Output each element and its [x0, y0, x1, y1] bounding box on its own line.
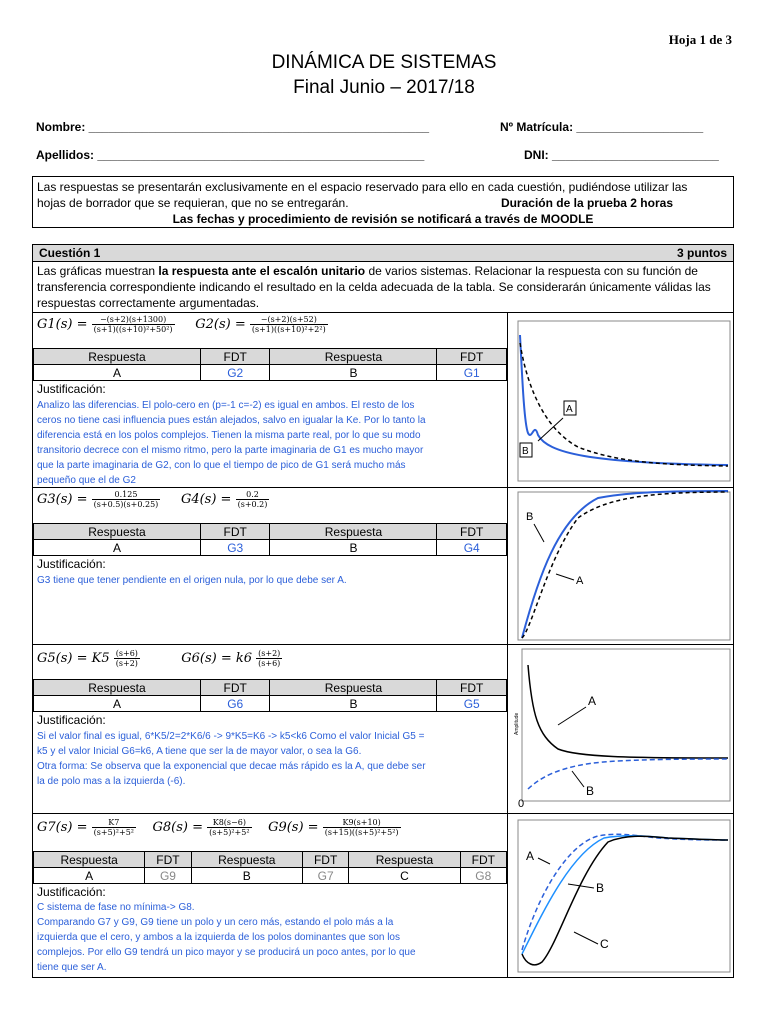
cell-respuesta: B — [191, 868, 302, 884]
cell-fdt[interactable]: G4 — [437, 540, 507, 556]
header-fdt: FDT — [200, 524, 270, 540]
g8-fraction — [207, 818, 251, 837]
block-g3-g4 — [32, 487, 734, 645]
plot-frame — [518, 492, 730, 640]
g5-lhs: G5(s) = K5 — [37, 651, 110, 666]
g1-num: −(s+2)(s+1300) — [92, 315, 175, 325]
g3-lhs: G3(s) = — [37, 492, 88, 507]
document-subtitle: Final Junio – 2017/18 — [293, 77, 475, 98]
question-header — [32, 244, 734, 262]
plot-label-b: B — [586, 784, 595, 798]
g9-num: K9(s+10) — [323, 818, 401, 828]
cell-respuesta: B — [270, 365, 437, 381]
plot-label-b: B — [526, 511, 534, 523]
cell-respuesta: A — [34, 868, 145, 884]
g2-den: (s+1)((s+10)²+2²) — [251, 325, 326, 334]
justification-text-2[interactable] — [37, 573, 501, 588]
axis-origin-label: 0 — [518, 798, 525, 810]
arrow-b — [534, 524, 544, 542]
g4-num: 0.2 — [236, 490, 270, 500]
plot-label-b: B — [596, 881, 605, 895]
g6-fraction — [256, 649, 282, 668]
formula-g3-g4 — [37, 490, 269, 509]
g3-den: (s+0.5)(s+0.25) — [93, 500, 159, 509]
g6-num: (s+2) — [258, 649, 281, 658]
curve-a — [528, 665, 728, 758]
answer-table-2 — [33, 523, 507, 556]
just-line: pequeño que el de G2 — [37, 475, 136, 486]
plot-label-c: C — [600, 937, 609, 951]
cell-fdt[interactable]: G6 — [200, 696, 270, 712]
g1-fraction — [92, 315, 175, 334]
plot-panel-1 — [507, 313, 735, 487]
just-line: C sistema de fase no mínima-> G8. — [37, 902, 195, 913]
plot-label-a: A — [588, 694, 597, 708]
header-fdt: FDT — [145, 852, 191, 868]
g8-num: K8(s−6) — [207, 818, 251, 828]
curve-a — [520, 343, 728, 466]
just-line: tiene que ser A. — [37, 962, 107, 973]
block-g1-g2 — [32, 312, 734, 488]
instructions-line-2-wrap — [37, 195, 729, 211]
just-line: complejos. Por ello G9 tendrá un pico mayor y se producirá un poco antes, por lo que — [37, 947, 416, 958]
formula-g7-g9 — [37, 818, 401, 837]
g5-fraction — [114, 649, 140, 668]
g1-lhs: G1(s) = — [37, 317, 88, 332]
curve-b — [522, 836, 728, 954]
cell-fdt[interactable]: G7 — [302, 868, 348, 884]
g7-lhs: G7(s) = — [37, 820, 88, 835]
curve-a — [522, 834, 728, 950]
justification-text-3[interactable] — [37, 729, 501, 789]
page-number: Hoja 1 de 3 — [668, 32, 732, 47]
g7-den: (s+5)²+5² — [93, 828, 134, 837]
cell-respuesta: B — [270, 540, 437, 556]
formula-g5-g6 — [37, 649, 282, 668]
just-line: Comparando G7 y G9, G9 tiene un polo y un cero más, estando el polo más a la — [37, 917, 394, 928]
plot-panel-3 — [507, 645, 735, 813]
cell-fdt[interactable]: G9 — [145, 868, 191, 884]
cell-fdt[interactable]: G5 — [437, 696, 507, 712]
step-response-plot-1 — [508, 313, 736, 489]
header-respuesta: Respuesta — [34, 349, 201, 365]
arrow-a — [538, 858, 550, 864]
cell-fdt[interactable]: G8 — [460, 868, 506, 884]
header-respuesta: Respuesta — [34, 852, 145, 868]
formula-g1-g2 — [37, 315, 328, 334]
header-respuesta: Respuesta — [270, 349, 437, 365]
step-response-plot-2 — [508, 488, 736, 646]
g3-fraction — [92, 490, 161, 509]
g7-num: K7 — [92, 818, 136, 828]
plot-label-a: A — [526, 849, 535, 863]
answer-table-4 — [33, 851, 507, 884]
plot-label-b: B — [522, 446, 529, 457]
g4-lhs: G4(s) = — [180, 492, 232, 507]
question-description — [32, 261, 734, 313]
curve-c — [522, 836, 728, 965]
matricula-field[interactable]: Nº Matrícula: ___________________ — [500, 120, 704, 134]
duration-text: Duración de la prueba 2 horas — [500, 196, 673, 210]
nombre-field[interactable]: Nombre: ___________________________________________________ — [36, 120, 430, 134]
arrow-a — [558, 707, 586, 725]
just-line: Otra forma: Se observa que la exponencial que decae más rápido es la A, que debe ser — [37, 761, 426, 772]
g8-lhs: G8(s) = — [152, 820, 204, 835]
just-line: ceros no tiene casi influencia pues están alejados, salvo en igualar la Ke. Por lo tanto la — [37, 415, 426, 426]
document-title: DINÁMICA DE SISTEMAS — [271, 52, 497, 73]
justification-label: Justificación: — [37, 557, 106, 571]
g5-den: (s+2) — [115, 659, 138, 668]
plot-frame — [522, 649, 730, 801]
arrow-a — [538, 418, 563, 441]
header-fdt: FDT — [200, 349, 270, 365]
apellidos-field[interactable]: Apellidos: _________________________________________________ — [36, 148, 425, 162]
y-axis-label: Amplitude — [514, 712, 520, 735]
justification-text-1[interactable] — [37, 398, 501, 488]
cell-respuesta: A — [34, 696, 201, 712]
answer-table-1 — [33, 348, 507, 381]
dni-field[interactable]: DNI: _________________________ — [524, 148, 719, 162]
g9-fraction — [323, 818, 401, 837]
header-fdt: FDT — [437, 524, 507, 540]
just-line: k5 y el valor Inicial G6=k6, A tiene que ser la de mayor valor, o sea la G6. — [37, 746, 362, 757]
answer-table-3 — [33, 679, 507, 712]
g9-lhs: G9(s) = — [268, 820, 319, 835]
instructions-line-1: Las respuestas se presentarán exclusivamente en el espacio reservado para ello en cada cuestión, pudiéndose utilizar las — [37, 180, 688, 194]
g2-lhs: G2(s) = — [195, 317, 246, 332]
plot-panel-2 — [507, 488, 735, 644]
g9-den: (s+15)((s+5)²+5²) — [324, 828, 399, 837]
g4-den: (s+0.2) — [237, 500, 268, 509]
g4-fraction — [236, 490, 270, 509]
block-g5-g6 — [32, 644, 734, 814]
just-line: que la parte imaginaria de G2, con lo que el tiempo de pico de G1 será mucho más — [37, 460, 406, 471]
arrow-c — [574, 932, 598, 944]
just-line: transitorio decrece con el mismo ritmo, pero la parte imaginaria de G1 es mucho mayor — [37, 445, 424, 456]
arrow-a — [556, 574, 574, 580]
justification-text-4[interactable] — [37, 900, 501, 975]
plot-frame — [518, 321, 730, 481]
question-title: Cuestión 1 — [39, 246, 101, 260]
header-respuesta: Respuesta — [270, 524, 437, 540]
just-line: G3 tiene que tener pendiente en el origen nula, por lo que debe ser A. — [37, 575, 347, 586]
curve-a — [522, 492, 728, 638]
g2-fraction — [250, 315, 328, 334]
header-respuesta: Respuesta — [34, 680, 201, 696]
just-line: la de polo mas a la izquierda (-6). — [37, 776, 186, 787]
question-points: 3 puntos — [677, 246, 727, 260]
justification-label: Justificación: — [37, 885, 106, 899]
g6-den: (s+6) — [258, 659, 281, 668]
cell-respuesta: A — [34, 540, 201, 556]
header-fdt: FDT — [437, 349, 507, 365]
header-respuesta: Respuesta — [349, 852, 460, 868]
g7-fraction — [92, 818, 136, 837]
header-fdt: FDT — [460, 852, 506, 868]
block-g7-g9 — [32, 813, 734, 978]
just-line: izquierda que el cero, y ambos a la izquierda de los polos dominantes que son los — [37, 932, 400, 943]
step-response-plot-3 — [508, 645, 736, 815]
g2-num: −(s+2)(s+52) — [250, 315, 328, 325]
desc-part-b: la respuesta ante el escalón unitario — [158, 264, 366, 278]
plot-label-a: A — [576, 575, 584, 587]
plot-panel-4 — [507, 814, 735, 977]
g5-num: (s+6) — [115, 649, 138, 658]
g3-num: 0.125 — [92, 490, 161, 500]
arrow-b — [572, 771, 584, 787]
cell-respuesta: A — [34, 365, 201, 381]
justification-label: Justificación: — [37, 382, 106, 396]
just-line: diferencia está en los polos complejos. Tienen la misma parte real, por lo que su modo — [37, 430, 421, 441]
header-respuesta: Respuesta — [270, 680, 437, 696]
curve-b — [520, 335, 728, 465]
step-response-plot-4 — [508, 814, 736, 979]
instructions-box — [32, 176, 734, 228]
just-line: Analizo las diferencias. El polo-cero en (p=-1 c=-2) es igual en ambos. El resto de los — [37, 400, 415, 411]
cell-respuesta: C — [349, 868, 460, 884]
cell-fdt[interactable]: G1 — [437, 365, 507, 381]
g1-den: (s+1)((s+10)²+50²) — [93, 325, 173, 334]
header-fdt: FDT — [302, 852, 348, 868]
justification-label: Justificación: — [37, 713, 106, 727]
header-fdt: FDT — [200, 680, 270, 696]
cell-respuesta: B — [270, 696, 437, 712]
header-respuesta: Respuesta — [191, 852, 302, 868]
curve-b — [528, 759, 728, 789]
header-respuesta: Respuesta — [34, 524, 201, 540]
desc-part-c: de varios sistemas. Relacionar la respuesta con su función de transferencia correspondiente indicando el resultado en la celda adecuada de la tabla. Se considerarán únicamente válidas las respuestas correctamente argumentadas. — [37, 264, 711, 310]
instructions-line-2: hojas de borrador que se requieran, que no se entregarán. — [37, 196, 349, 210]
header-fdt: FDT — [437, 680, 507, 696]
plot-label-a: A — [566, 404, 573, 415]
desc-part-a: Las gráficas muestran — [37, 264, 159, 278]
g6-lhs: G6(s) = k6 — [181, 651, 253, 666]
cell-fdt[interactable]: G3 — [200, 540, 270, 556]
instructions-line-3: Las fechas y procedimiento de revisión se notificará a través de MOODLE — [172, 212, 594, 226]
just-line: Si el valor final es igual, 6*K5/2=2*K6/6 -> 9*K5=K6 -> k5<k6 Como el valor Inicial G5 = — [37, 731, 425, 742]
cell-fdt[interactable]: G2 — [200, 365, 270, 381]
g8-den: (s+5)²+5² — [209, 828, 250, 837]
